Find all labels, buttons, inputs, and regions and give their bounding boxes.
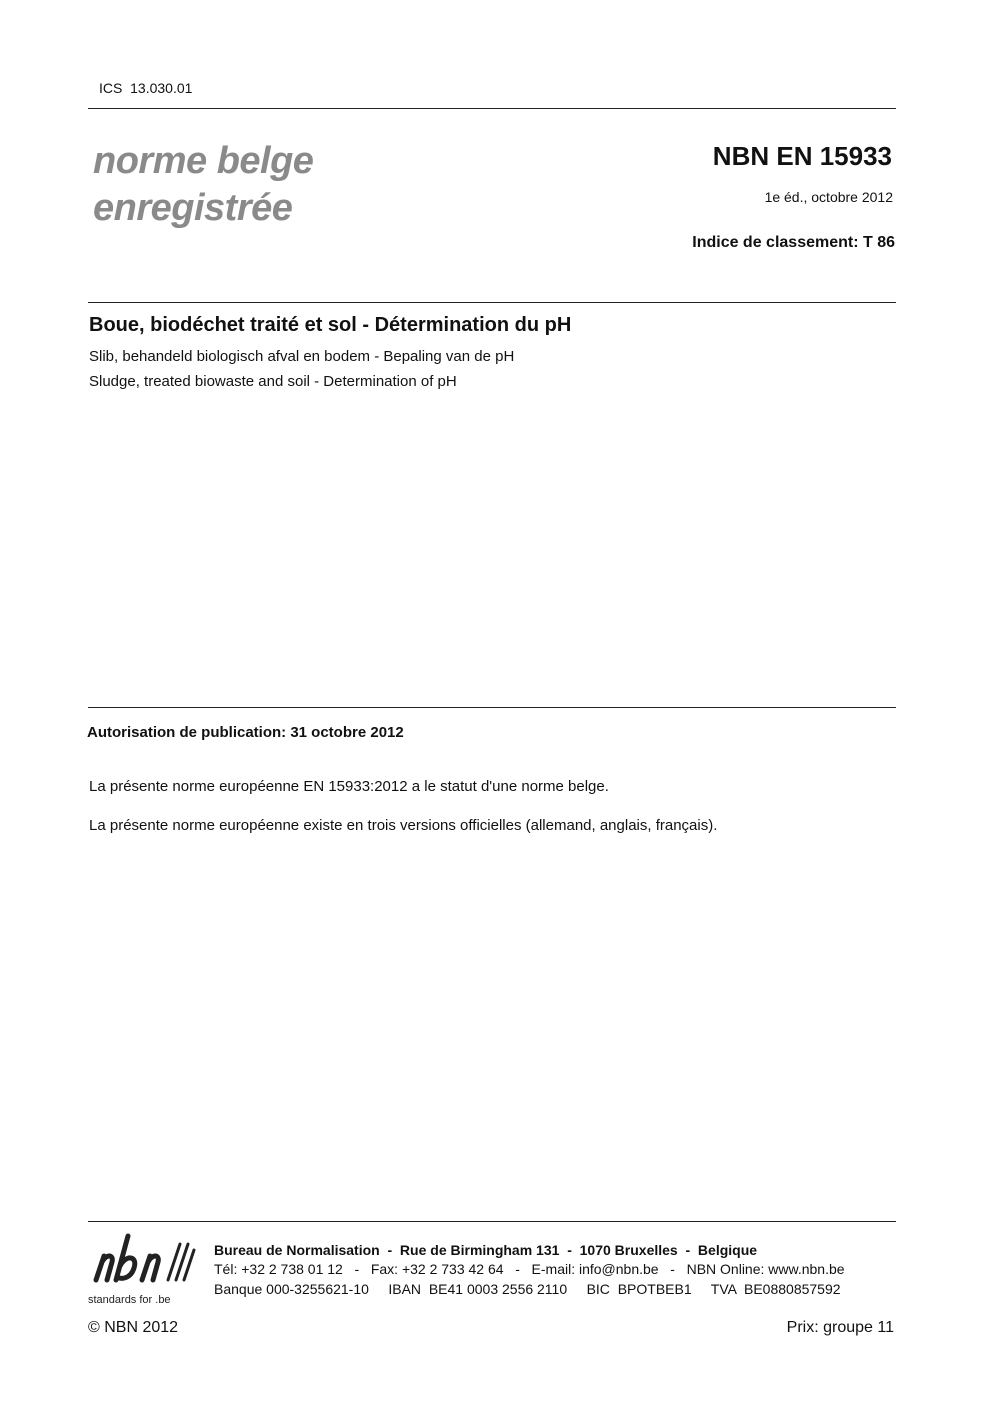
footer-divider [88,1221,896,1222]
edition-date: 1e éd., octobre 2012 [764,189,893,205]
footer-contacts: Tél: +32 2 738 01 12 - Fax: +32 2 733 42 64 - E-mail: info@nbn.be - NBN Online: www.nbn.be [214,1261,845,1277]
title-french: Boue, biodéchet traité et sol - Détermination du pH [89,314,572,336]
footer-address: Bureau de Normalisation - Rue de Birmingham 131 - 1070 Bruxelles - Belgique [214,1242,758,1258]
copyright: © NBN 2012 [88,1319,179,1336]
norme-belge-heading-line-1: norme belge [93,140,314,182]
nbn-logo [88,1230,200,1306]
footer-bank-details: Banque 000-3255621-10 IBAN BE41 0003 2556 2110 BIC BPOTBEB1 TVA BE0880857592 [214,1281,841,1297]
norme-belge-heading-line-2: enregistrée [93,187,293,229]
publication-divider [88,707,896,708]
price-group: Prix: groupe 11 [786,1319,894,1336]
publication-authorisation: Autorisation de publication: 31 octobre 2012 [87,724,404,741]
versions-paragraph: La présente norme européenne existe en trois versions officielles (allemand, anglais, français). [89,817,718,834]
logo-caption: standards for .be [88,1294,171,1306]
classification-index: Indice de classement: T 86 [692,234,895,251]
status-paragraph: La présente norme européenne EN 15933:2012 a le statut d'une norme belge. [89,778,609,795]
ics-code: ICS 13.030.01 [99,80,193,96]
title-english: Sludge, treated biowaste and soil - Determination of pH [89,373,457,390]
nbn-logo-mark-icon [88,1230,200,1290]
header-divider [88,108,896,109]
title-divider [88,302,896,303]
title-dutch: Slib, behandeld biologisch afval en bodem - Bepaling van de pH [89,348,515,365]
standard-number: NBN EN 15933 [712,141,892,171]
